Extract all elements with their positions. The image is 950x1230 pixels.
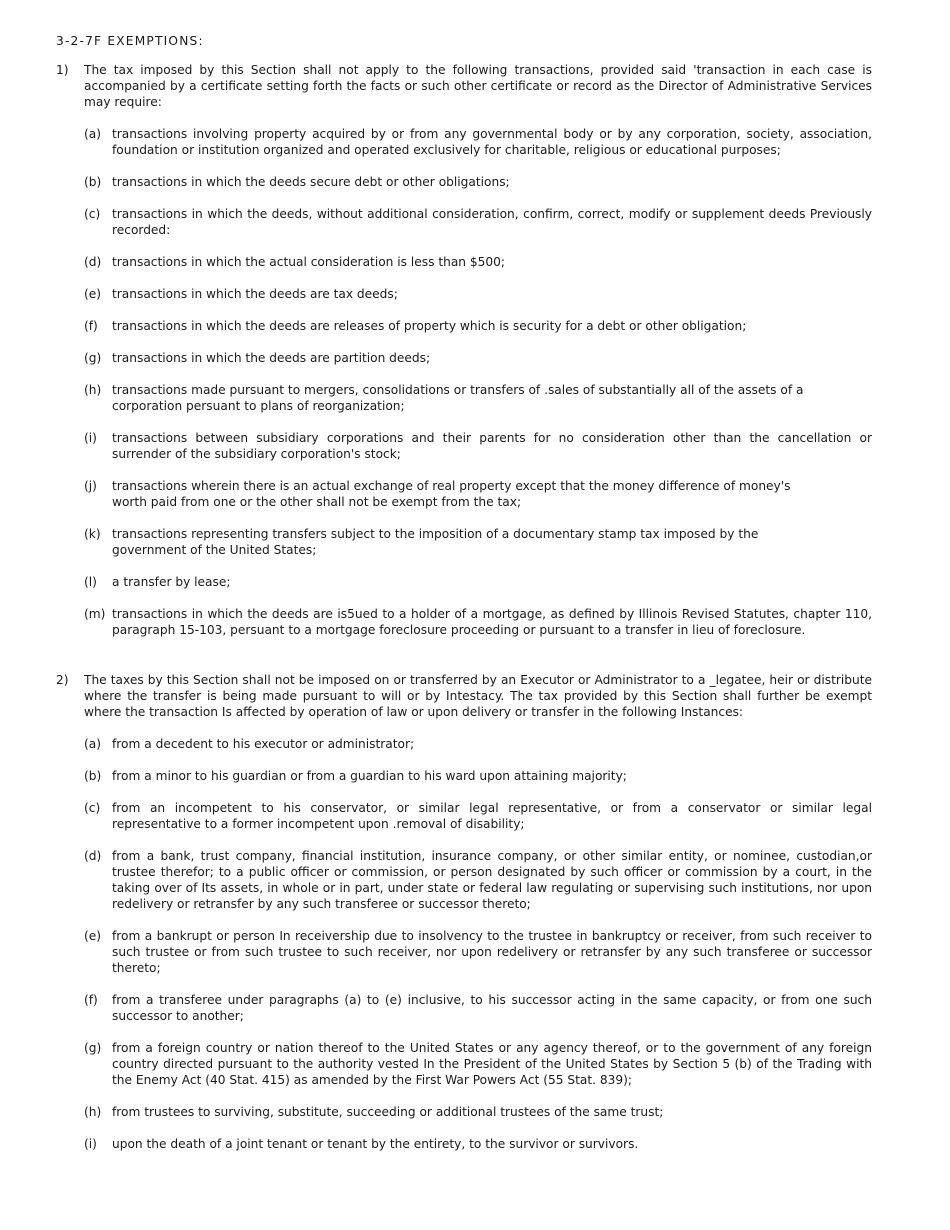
item-text: transactions in which the deeds are releases of property which is security for a debt or other obligation;: [112, 319, 747, 333]
item-text: transactions in which the deeds are partition deeds;: [112, 351, 431, 365]
list-item: [84, 1136, 872, 1152]
item-text: from a transferee under paragraphs (a) to (e) inclusive, to his successor acting in the same capacity, or from one such successor to another;: [112, 993, 872, 1023]
item-label: (g): [84, 1041, 102, 1055]
list-item: [84, 126, 872, 158]
section-number: 2): [56, 673, 69, 687]
item-text: from a bank, trust company, financial institution, insurance company, or other similar entity, or nominee, custodian,or trustee therefor; to a public officer or commission, or person designated by such officer or commission by a court, in the taking over of Its assets, in whole or in part, under state or federal law regulating or supervising such institutions, nor upon redelivery or retransfer by any such transferee or successor thereto;: [112, 849, 872, 911]
item-label: (g): [84, 351, 102, 365]
item-text: upon the death of a joint tenant or tenant by the entirety, to the survivor or survivors.: [112, 1137, 639, 1151]
item-label: (d): [84, 255, 102, 269]
item-label: (h): [84, 1105, 102, 1119]
item-label: (e): [84, 287, 102, 301]
item-text: from a minor to his guardian or from a guardian to his ward upon attaining majority;: [112, 769, 627, 783]
section-1: [56, 62, 872, 638]
list-item: [84, 174, 872, 190]
item-label: (j): [84, 479, 97, 493]
list-item: [84, 1040, 872, 1088]
item-text: transactions between subsidiary corporations and their parents for no consideration other than the cancellation or surrender of the subsidiary corporation's stock;: [112, 431, 872, 461]
list-item: [84, 606, 872, 638]
list-item: [84, 992, 872, 1024]
list-item: [84, 848, 872, 912]
document-page: [56, 33, 872, 1168]
list-item: [84, 382, 872, 414]
item-label: (e): [84, 929, 102, 943]
item-label: (f): [84, 993, 98, 1007]
item-label: (a): [84, 737, 101, 751]
item-label: (i): [84, 1137, 97, 1151]
item-label: (h): [84, 383, 102, 397]
item-text: transactions wherein there is an actual exchange of real property except that the money difference of money's worth paid from one or the other shall not be exempt from the tax;: [112, 479, 791, 509]
list-item: [84, 800, 872, 832]
item-label: (f): [84, 319, 98, 333]
item-text: transactions involving property acquired by or from any governmental body or by any corporation, society, association, foundation or institution organized and operated exclusively for charitable, religious or educational purposes;: [112, 127, 872, 157]
list-item: [84, 286, 872, 302]
item-label: (l): [84, 575, 97, 589]
item-label: (i): [84, 431, 97, 445]
list-item: [84, 736, 872, 752]
item-text: from a foreign country or nation thereof to the United States or any agency thereof, or to the government of any foreign country directed pursuant to the authority vested In the President of the United States by Section 5 (b) of the Trading with the Enemy Act (40 Stat. 415) as amended by the First War Powers Act (55 Stat. 839);: [112, 1041, 872, 1087]
item-label: (c): [84, 801, 101, 815]
item-text: transactions representing transfers subject to the imposition of a documentary stamp tax imposed by the government of the United States;: [112, 527, 759, 557]
document-title: 3-2-7F EXEMPTIONS:: [56, 34, 204, 48]
list-item: [84, 574, 872, 590]
item-text: from a decedent to his executor or administrator;: [112, 737, 415, 751]
list-item: [84, 254, 872, 270]
list-item: [84, 768, 872, 784]
section-number: 1): [56, 63, 69, 77]
item-label: (b): [84, 769, 102, 783]
exemption-list: [84, 736, 872, 1152]
item-text: transactions in which the deeds secure debt or other obligations;: [112, 175, 510, 189]
section-intro: The tax imposed by this Section shall not apply to the following transactions, provided said 'transaction in each case is accompanied by a certificate setting forth the facts or such other certificate or record as the Director of Administrative Services may require:: [84, 63, 872, 109]
list-item: [84, 206, 872, 238]
item-text: a transfer by lease;: [112, 575, 231, 589]
item-text: transactions made pursuant to mergers, consolidations or transfers of .sales of substantially all of the assets of a corporation persuant to plans of reorganization;: [112, 383, 804, 413]
item-label: (a): [84, 127, 101, 141]
list-item: [84, 318, 872, 334]
item-label: (m): [84, 607, 106, 621]
exemption-list: [84, 126, 872, 638]
item-label: (b): [84, 175, 102, 189]
item-text: transactions in which the deeds, without additional consideration, confirm, correct, modify or supplement deeds Previously recorded:: [112, 207, 872, 237]
item-text: from an incompetent to his conservator, or similar legal representative, or from a conservator or similar legal representative to a former incompetent upon .removal of disability;: [112, 801, 872, 831]
item-text: transactions in which the deeds are is5ued to a holder of a mortgage, as defined by Illinois Revised Statutes, chapter 110, paragraph 15-103, persuant to a mortgage foreclosure proceeding or pursuant to a transfer in lieu of foreclosure.: [112, 607, 872, 637]
item-text: from a bankrupt or person In receivership due to insolvency to the trustee in bankruptcy or receiver, from such receiver to such trustee or from such trustee to such receiver, nor upon redelivery or retransfer by any such transferee or successor thereto;: [112, 929, 872, 975]
item-text: transactions in which the actual consideration is less than $500;: [112, 255, 506, 269]
item-label: (k): [84, 527, 101, 541]
list-item: [84, 430, 872, 462]
section-2: [56, 672, 872, 1152]
item-text: from trustees to surviving, substitute, succeeding or additional trustees of the same trust;: [112, 1105, 664, 1119]
item-label: (d): [84, 849, 102, 863]
list-item: [84, 526, 872, 558]
list-item: [84, 478, 872, 510]
item-label: (c): [84, 207, 101, 221]
list-item: [84, 350, 872, 366]
item-text: transactions in which the deeds are tax deeds;: [112, 287, 398, 301]
section-intro: The taxes by this Section shall not be imposed on or transferred by an Executor or Administrator to a _legatee, heir or distribute where the transfer is being made pursuant to will or by Intestacy. The tax provided by this Section shall further be exempt where the transaction Is affected by operation of law or upon delivery or transfer in the following Instances:: [84, 673, 872, 719]
list-item: [84, 1104, 872, 1120]
list-item: [84, 928, 872, 976]
